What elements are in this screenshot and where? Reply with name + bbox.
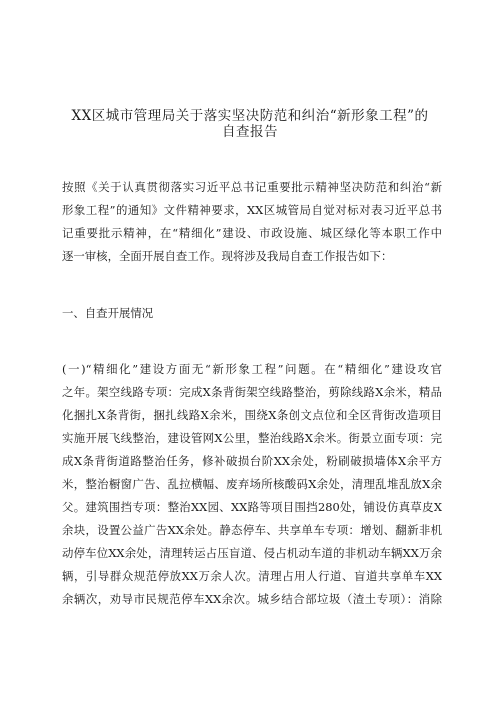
body-line: 化捆扎X条背街，捆扎线路X余米，围绕X条创文点位和全区背街改造项目 <box>62 408 442 422</box>
body-line: 父。建筑围挡专项：整治XX园、XX路等项目围挡280处，铺设仿真草皮X <box>62 500 442 514</box>
body-line: 之年。架空线路专项：完成X条背街架空线路整治，剪除线路X余米，精品 <box>62 385 442 399</box>
intro-line: 形象工程”的通知》文件精神要求，XX区城管局自觉对标对表习近平总书 <box>62 203 442 217</box>
intro-line: 逐一审核，全面开展自查工作。现将涉及我局自查工作报告如下： <box>62 249 393 263</box>
intro-line: 按照《关于认真贯彻落实习近平总书记重要批示精神坚决防范和纠治“新 <box>62 180 442 194</box>
intro-line: 记重要批示精神，在“精细化”建设、市政设施、城区绿化等本职工作中 <box>62 226 442 240</box>
document-title-line-1: XX区城市管理局关于落实坚决防范和纠治“新形象工程”的 <box>71 108 429 124</box>
document-title-line-2: 自查报告 <box>222 124 278 140</box>
body-line: 余块，设置公益广告XX余处。静态停车、共享单车专项：增划、翻新非机 <box>62 523 442 537</box>
body-line: 成X条背街道路整治任务，修补破损台阶XX余处，粉刷破损墙体X余平方 <box>62 454 442 468</box>
section-heading: 一、自查开展情况 <box>62 306 154 320</box>
body-line: (一)“精细化”建设方面无“新形象工程”问题。在“精细化”建设攻官 <box>62 362 442 376</box>
body-line: 实施开展飞线整治，建设管网X公里，整治线路X余米。街景立面专项：完 <box>62 431 442 445</box>
body-line: 余辆次，劝导市民规范停车XX余次。城乡结合部垃圾（渣土专项）：消除 <box>62 592 442 606</box>
body-line: 辆，引导群众规范停放XX万余人次。清理占用人行道、盲道共享单车XX <box>62 569 442 583</box>
body-line: 米，整治橱窗广告、乱拉横幅、废弃场所核酸码X余处，清理乱堆乱放X余 <box>62 477 442 491</box>
body-line: 动停车位XX余处，清理转运占压盲道、侵占机动车道的非机动车辆XX万余 <box>62 546 442 560</box>
